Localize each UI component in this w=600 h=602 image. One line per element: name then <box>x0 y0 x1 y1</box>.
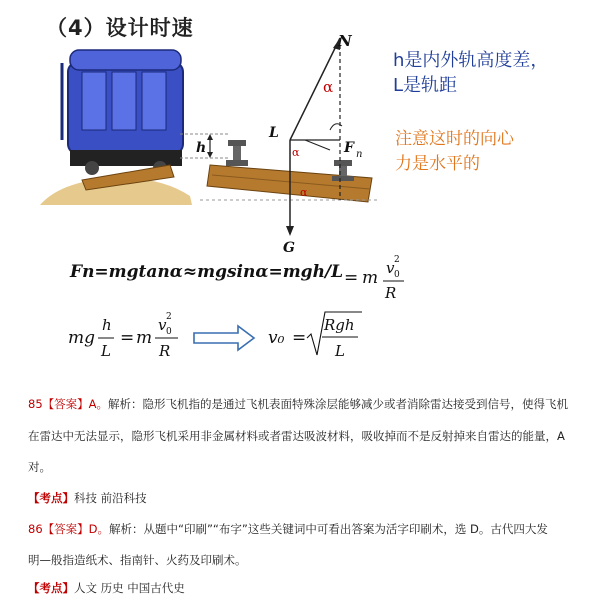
q86-number: 86 <box>28 522 43 536</box>
eq-equals: = <box>344 268 359 288</box>
eq2-v-sub: 0 <box>166 327 172 337</box>
eq2-R: R <box>159 342 171 360</box>
N-label: N <box>338 32 352 50</box>
F-label: F <box>344 140 354 156</box>
eq2-mg: mg <box>68 328 96 348</box>
eq2-L: L <box>101 342 111 360</box>
q85-kaodian <box>28 490 147 506</box>
note-height-diff: h是内外轨高度差， <box>393 50 549 71</box>
q85-line3: 对。 <box>28 460 51 474</box>
eq-v: v <box>386 259 395 277</box>
arrow-right-icon <box>194 326 254 350</box>
G-label: G <box>283 240 295 256</box>
q86-kaodian <box>28 580 185 596</box>
train-icon <box>62 50 183 175</box>
eq3-equals: = <box>292 328 307 348</box>
eq2-v-sup: 2 <box>166 312 172 322</box>
L-label: L <box>269 125 279 141</box>
formula-main: Fn=mgtanα≈mgsinα=mgh/L <box>70 262 344 282</box>
eq3-v0: v₀ <box>268 328 285 348</box>
q85-answer: 【答案】A。 <box>42 397 109 411</box>
eq3-L: L <box>335 342 345 360</box>
eq2-v: v <box>158 316 167 334</box>
eq3-Rgh: Rgh <box>324 316 355 334</box>
q86-line2: 明—般指造纸术、指南针、火药及印刷术。 <box>28 553 247 567</box>
eq-v-sup: 2 <box>394 255 400 265</box>
q86-line1 <box>28 521 548 537</box>
eq-v-sub: 0 <box>394 270 400 280</box>
q86-answer: 【答案】D。 <box>42 522 109 536</box>
eq2-h: h <box>102 316 112 334</box>
eq2-m: m <box>136 328 153 348</box>
alpha-label-mid: α <box>292 146 300 159</box>
note-centripetal-2: 力是水平的 <box>395 154 480 174</box>
note-gauge: L是轨距 <box>393 75 458 96</box>
alpha-label-top: α <box>323 78 334 96</box>
q85-line2: 在雷达中无法显示，隐形飞机采用非金属材料或者雷达吸波材料，吸收掉而不是反射掉来自雷达的能量，A <box>28 429 565 443</box>
h-label: h <box>196 140 207 156</box>
q86-explanation-1: 解析：从题中“印刷”“布字”这些关键词中可看出答案为活字印刷术，选 D。古代四大发 <box>109 522 548 536</box>
q86-kaodian-text: 人文 历史 中国古代史 <box>74 581 185 595</box>
q85-number: 85 <box>28 397 43 411</box>
q86-kaodian-tag: 【考点】 <box>28 581 74 595</box>
eq-m: m <box>362 268 379 288</box>
eq-R: R <box>385 284 397 302</box>
note-centripetal-1: 注意这时的向心 <box>395 129 514 149</box>
alpha-label-bottom: α <box>300 186 308 199</box>
slide-title: （4）设计时速 <box>46 16 194 40</box>
rail-icon <box>226 140 248 166</box>
q85-explanation-1: 解析：隐形飞机指的是通过飞机表面特殊涂层能够减少或者消除雷达接受到信号，使得飞机 <box>108 397 569 411</box>
q85-kaodian-tag: 【考点】 <box>28 491 74 505</box>
n-subscript: n <box>356 149 363 160</box>
q85-kaodian-text: 科技 前沿科技 <box>74 491 147 505</box>
rail-icon <box>332 160 354 181</box>
q85-line1 <box>28 396 568 412</box>
eq2-equals: = <box>120 328 135 348</box>
